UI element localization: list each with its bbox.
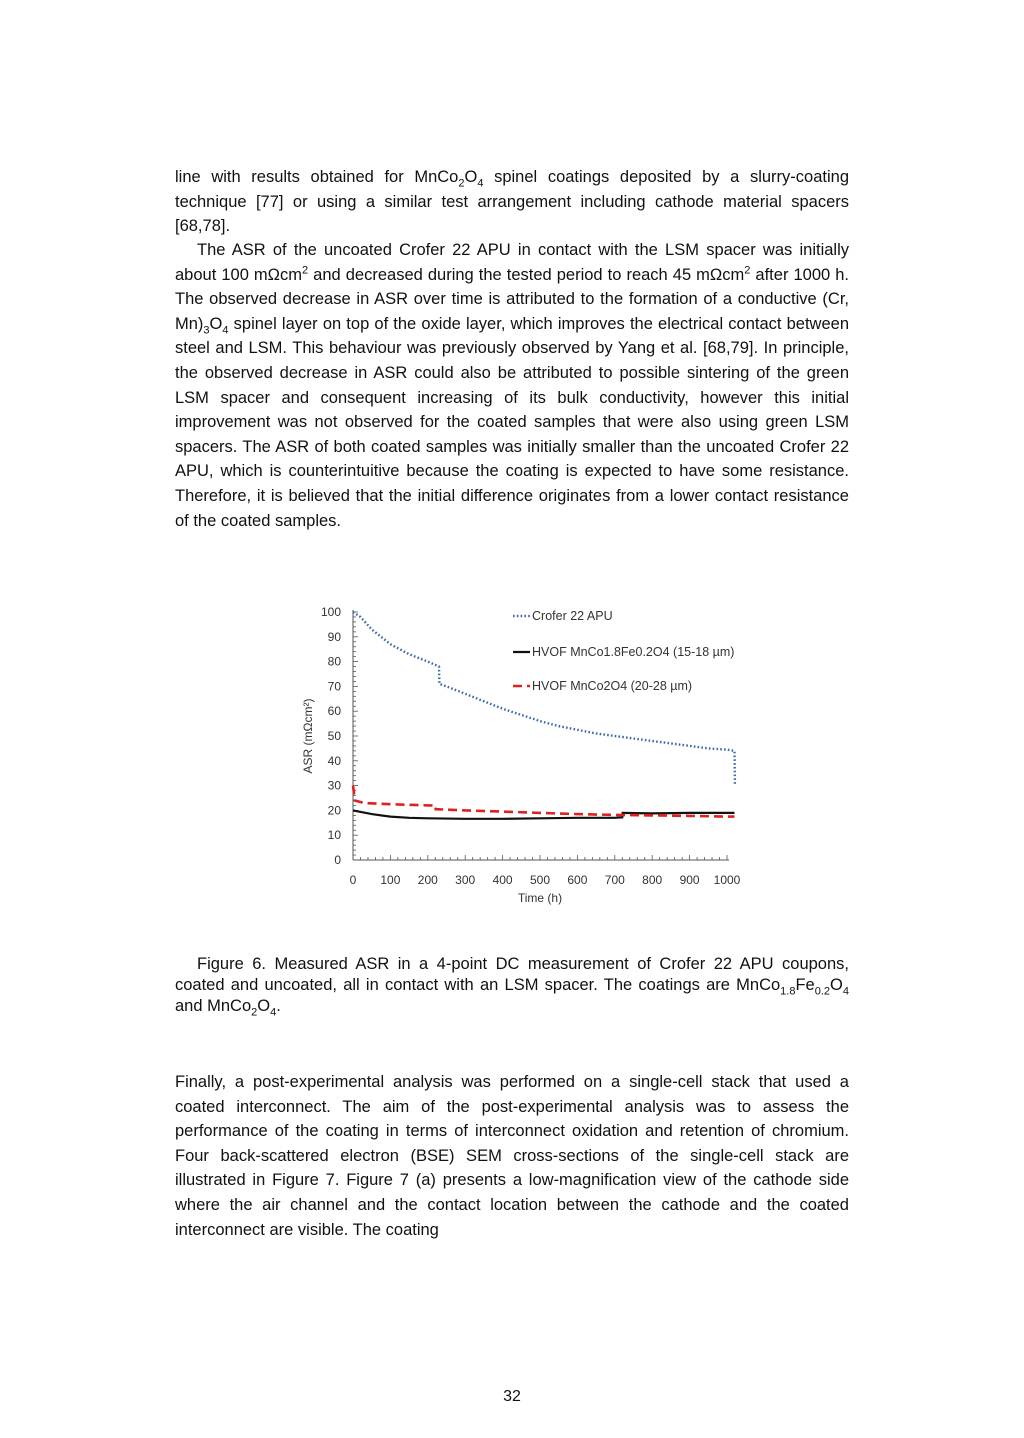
x-tick-label: 900: [679, 873, 700, 887]
p1-sub-1: 2: [458, 177, 465, 190]
y-tick-label: 50: [327, 729, 341, 743]
p2-text-1: The ASR of the uncoated Crofer 22 APU in contact with the LSM spacer was initially about 100 mΩcm: [175, 241, 849, 284]
chart-legend: [513, 609, 734, 693]
p2-text-5: spinel layer on top of the oxide layer, which improves the electrical contact between steel and LSM. This behaviour was previously observed by Yang et al. [68,79]. In principle, the observed decrease in ASR could also be attributed to possible sintering of the green LSM spacer and consequent increasing of its bulk conductivity, however this initial improvement was not observed for the coated samples that were also using green LSM spacers. The ASR of both coated samples was initially smaller than the uncoated Crofer 22 APU, which is counterintuitive because the coating is expected to have some resistance. Therefore, it is believed that the initial difference originates from a lower contact resistance of the coated samples.: [175, 314, 849, 530]
caption-text-2: Fe: [795, 976, 815, 994]
y-tick-label: 100: [320, 605, 341, 619]
caption-text-5: O: [257, 997, 271, 1015]
caption-sub-3: 4: [842, 985, 849, 998]
y-tick-label: 30: [327, 778, 341, 793]
p2-text-3: after 1000 h. The observed decrease in ASR over time is attributed to the formation of a conductive (Cr, Mn): [175, 265, 849, 333]
x-tick-label: 1000: [713, 873, 741, 887]
caption-sub-1: 1.8: [780, 985, 796, 998]
x-tick-label: 100: [380, 873, 401, 887]
caption-text-4: and MnCo: [175, 997, 252, 1015]
y-tick-label: 10: [327, 828, 341, 843]
x-tick-label: 500: [529, 873, 551, 887]
y-axis-label: ASR (mΩcm²): [301, 698, 315, 774]
p2-sup-2: 2: [744, 264, 751, 277]
p1-sub-2: 4: [477, 177, 484, 190]
p2-sub-4: 4: [222, 324, 229, 337]
x-tick-label: 600: [567, 873, 588, 887]
series-line-1: [353, 612, 735, 786]
series-line-3: [353, 786, 735, 817]
caption-text-6: .: [276, 997, 281, 1015]
p1-text-3: spinel coatings deposited by a slurry-coating technique [77] or using a similar test arrangement including cathode material spacers [68,78].: [175, 168, 849, 236]
caption-sub-4: 2: [251, 1006, 258, 1019]
p2-text-4: O: [209, 314, 223, 333]
legend-label-2: HVOF MnCo1.8Fe0.2O4 (15-18 µm): [532, 645, 735, 659]
x-axis-label: Time (h): [517, 891, 563, 905]
y-tick-label: 80: [327, 654, 341, 669]
x-tick-label: 800: [642, 873, 663, 887]
y-tick-label: 90: [327, 629, 341, 644]
figure-caption: [175, 954, 849, 1017]
y-tick-label: 60: [327, 704, 341, 719]
p2-sup-1: 2: [302, 264, 309, 277]
p2-sub-3: 3: [203, 324, 210, 337]
asr-chart-svg: [290, 598, 750, 913]
page-number: 32: [503, 1388, 521, 1405]
x-tick-label: 300: [455, 873, 476, 887]
paragraph-3: Finally, a post-experimental analysis was performed on a single-cell stack that used a coated interconnect. The aim of the post-experimental analysis was to assess the performance of the coating in terms of interconnect oxidation and retention of chromium. Four back-scattered electron (BSE) SEM cross-sections of the single-cell stack are illustrated in Figure 7. Figure 7 (a) presents a low-magnification view of the cathode side where the air channel and the contact location between the cathode and the coated interconnect are visible. The coating: [175, 1073, 849, 1239]
caption-text-1: Figure 6. Measured ASR in a 4-point DC measurement of Crofer 22 APU coupons, coated and uncoated, all in contact with an LSM spacer. The coatings are MnCo: [175, 955, 849, 994]
p1-text-2: O: [464, 168, 478, 186]
x-tick-label: 200: [417, 873, 438, 887]
caption-sub-5: 4: [270, 1006, 277, 1019]
paragraph-2: [175, 238, 849, 533]
asr-chart: [290, 598, 750, 913]
p1-text-1: line with results obtained for MnCo: [175, 168, 459, 186]
y-tick-label: 0: [334, 853, 341, 867]
y-tick-label: 70: [327, 679, 341, 694]
legend-label-1: Crofer 22 APU: [532, 609, 613, 623]
x-tick-label: 0: [349, 873, 357, 887]
caption-sub-2: 0.2: [814, 985, 831, 998]
paragraph-1: [175, 165, 849, 239]
chart-lines: [353, 612, 735, 819]
caption-text-3: O: [830, 976, 843, 994]
legend-label-3: HVOF MnCo2O4 (20-28 µm): [532, 679, 693, 693]
x-tick-label: 400: [492, 873, 513, 887]
y-tick-label: 40: [327, 753, 341, 768]
p2-text-2: and decreased during the tested period to reach 45 mΩcm: [308, 265, 745, 284]
y-tick-label: 20: [327, 803, 341, 818]
x-tick-label: 700: [604, 873, 625, 887]
